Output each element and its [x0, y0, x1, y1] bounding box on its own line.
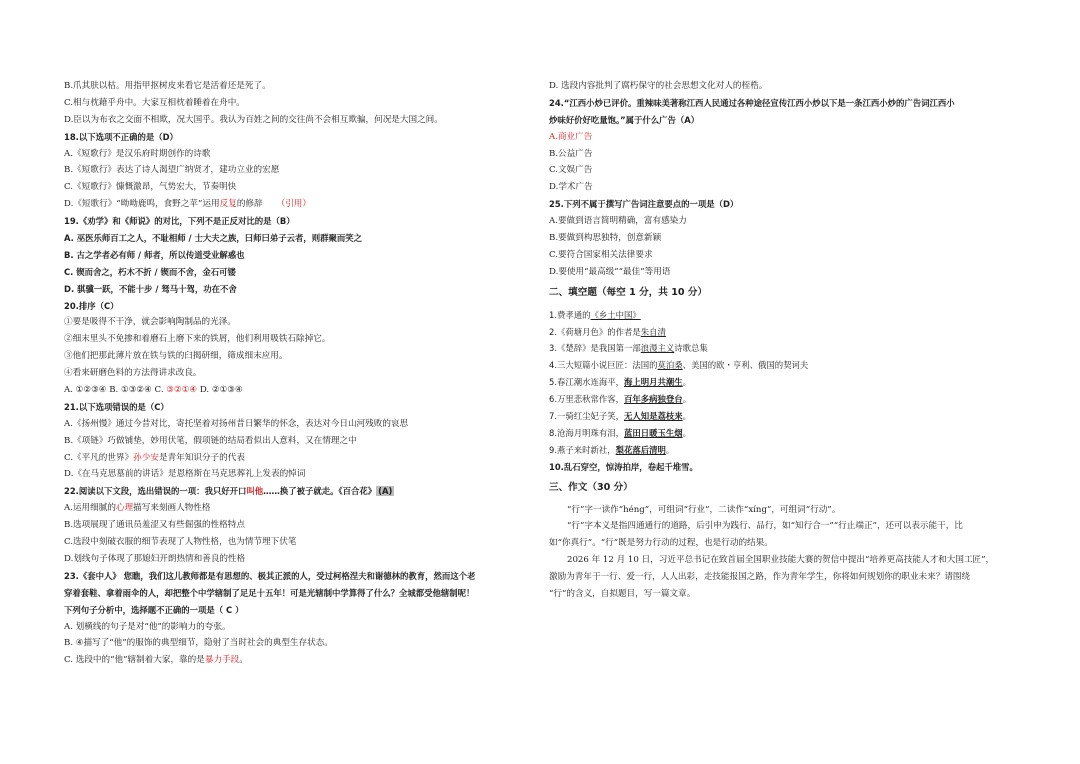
text-run: 1.费孝通的 — [549, 309, 591, 320]
option-line — [64, 196, 536, 213]
option-line: B.要做到构思独特，创意新颖 — [549, 233, 662, 244]
option-line: D.《在马克思墓前的讲话》是恩格斯在马克思葬礼上发表的悼词 — [64, 469, 306, 480]
text-run: C. 选段中的“他”辖制着大家，靠的是 — [64, 655, 205, 666]
right-column — [549, 78, 1021, 603]
highlight-text: ③②①④ — [166, 385, 198, 396]
option-line: B.公益广告 — [549, 148, 593, 159]
option-line: C.文娱广告 — [549, 165, 593, 176]
text-run: 、美国的欧・亨利、俄国的契诃夫 — [682, 360, 809, 371]
fill-item — [549, 425, 1021, 442]
text-run: A. ①②③④ B. ①③②④ C. — [64, 385, 167, 396]
option-line: B.《项链》巧做铺垫，妙用伏笔，假项链的结局看似出人意料，又在情理之中 — [64, 435, 357, 446]
fill-item — [549, 391, 1021, 408]
text-run: 8.沧海月明珠有泪， — [549, 427, 624, 438]
sentence-line: ④看来研磨色料的方法得讲求改良。 — [64, 368, 202, 379]
text-run: 7.一骑红尘妃子笑， — [549, 411, 624, 422]
option-line — [64, 500, 536, 517]
option-line: C.选段中刻破衣服的细节表现了人物性格，也为情节埋下伏笔 — [64, 537, 297, 548]
highlight-text: 孙少安 — [133, 452, 159, 463]
question-24: 24.“江西小炒已评价。重辣味美著称江西人民通过各种途径宣传江西小炒以下是一条江西小炒的广告词江西小 — [549, 97, 955, 108]
question-18: 18.以下选项不正确的是（D） — [64, 131, 178, 142]
text-run: 描写来刻画人物性格 — [133, 503, 211, 514]
option-line: D. 选段内容批判了腐朽保守的社会思想文化对人的桎梏。 — [549, 81, 768, 91]
text-run: 。 — [239, 655, 248, 666]
answer-text: 莫泊桑 — [657, 360, 683, 371]
text-run: 。 — [665, 444, 675, 455]
text-run: D. ②①③④ — [197, 385, 243, 396]
text-run: 诗歌总集 — [674, 343, 708, 354]
option-line: C.相与枕藉乎舟中。大家互相枕着睡着在舟中。 — [64, 97, 245, 108]
passage-line: 穿着套鞋、拿着雨伞的人，却把整个中学辖制了足足十五年！可是光辖制中学算得了什么？全城都受他辖制呢！ — [64, 587, 475, 598]
essay-prompt-line: “行”字一读作“héng”，可组词“行业”，二读作“xíng”，可组词“行动”。 — [567, 504, 841, 515]
text-run: 2.《荷塘月色》的作者是 — [549, 326, 641, 337]
question-19: 19.《劝学》和《师说》的对比，下列不是正反对比的是（B） — [64, 216, 295, 227]
text-run: 。 — [682, 377, 691, 388]
option-line: D.臣以为布衣之交面不相欺，况大国乎。我认为百姓之间的交往尚不会相互欺骗，何况是大国之间。 — [64, 114, 443, 125]
highlight-text: 叫他 — [246, 486, 264, 497]
question-24-cont: 炒味好价好吃量饱。”属于什么广告（A） — [549, 114, 700, 125]
option-line: A. 巫医乐师百工之人，不耻相师 / 士大夫之族，曰师曰弟子云者，则群聚而笑之 — [64, 233, 362, 244]
text-run: ……换了被子就走。《百合花》 — [263, 486, 377, 497]
option-line: B. ④描写了“他”的服饰的典型细节，隐射了当时社会的典型生存状态。 — [64, 638, 333, 649]
option-line: B.《短歌行》表达了诗人渴望广纳贤才，建功立业的宏愿 — [64, 165, 280, 176]
answer-text: 海上明月共潮生 — [624, 377, 683, 388]
answer-text: 《乡土中国》 — [590, 309, 641, 320]
text-run: 。 — [682, 427, 691, 438]
option-line: B.选项展现了通讯员羞涩又有些倔强的性格特点 — [64, 520, 245, 531]
sentence-line: ①要是吸得不干净，就会影响陶制品的光泽。 — [64, 317, 236, 328]
option-line — [64, 450, 536, 467]
answer-text: 朱自清 — [640, 326, 666, 337]
essay-prompt-line: 激励为青年干一行、爱一行，人人出彩，走技能报国之路，作为青年学生，你将如何规划你的职业未来？请围绕 — [549, 572, 971, 583]
essay-prompt-line: “行”的含义，自拟题目，写一篇文章。 — [549, 589, 696, 600]
fill-item — [549, 324, 1021, 341]
answer-text: 无人知是荔枝来 — [624, 411, 683, 422]
option-line — [64, 652, 536, 669]
option-line: A.《扬州慢》通过今昔对比，寄托坚着对扬州昔日繁华的怀念，表达对今日山河残败的哀思 — [64, 418, 409, 429]
text-run: 9.燕子来时新社， — [549, 444, 616, 455]
option-line: C.要符合国家相关法律要求 — [549, 249, 653, 260]
option-line: B.爪其肤以枯。用指甲抠树皮来看它是活着还是死了。 — [64, 81, 271, 91]
question-21: 21.以下选项错误的是（C） — [64, 401, 169, 412]
text-run: 是青年知识分子的代表 — [158, 452, 245, 463]
text-run: 5.春江潮水连海平， — [549, 377, 624, 388]
sentence-line: ②细末里头不免掺和着磨石上磨下来的铁屑，他们利用吸铁石除掉它。 — [64, 334, 331, 345]
answer-text: 梨花落后清明 — [615, 444, 666, 455]
question-23: 23.《套中人》 您瞧，我们这儿教师都是有思想的、极其正派的人，受过柯格涅夫和谢德林的教育，然而这个老 — [64, 570, 476, 581]
option-line: D.要使用“最高级”“最佳”等用语 — [549, 266, 671, 277]
question-22 — [64, 483, 536, 500]
fill-item — [549, 340, 1021, 357]
passage-line: 下列句子分析中，选择题不正确的一项是（ C ） — [64, 604, 244, 615]
answer-tag: (A) — [378, 486, 393, 497]
option-line: B. 古之学者必有师 / 师者，所以传道受业解惑也 — [64, 249, 245, 260]
answer-text: 蓝田日暖玉生烟 — [624, 427, 683, 438]
option-line: D. 骐骥一跃，不能十步 / 驽马十驾，功在不舍 — [64, 283, 237, 294]
section-heading-essay: 三、作文（30 分） — [549, 481, 633, 493]
option-line — [64, 382, 536, 399]
question-20: 20.排序（C） — [64, 300, 119, 311]
essay-prompt-line: 如“你真行”。“行”既是努力行动的过程，也是行动的结果。 — [549, 538, 773, 549]
correction-note: （引用） — [276, 199, 311, 210]
fill-item — [549, 442, 1021, 459]
essay-prompt-line: “行”字本义是指四通通行的道路，后引申为践行、品行，如“知行合一”“行止端正”，还可以表示能干，比 — [567, 521, 963, 532]
answer-text: 百年多病独登台 — [624, 394, 683, 405]
fill-item — [549, 307, 1021, 324]
option-line: A.商业广告 — [549, 131, 593, 142]
left-column — [64, 78, 536, 669]
fill-item: 10.乱石穿空，惊涛拍岸，卷起千堆雪。 — [549, 461, 698, 472]
fill-item — [549, 374, 1021, 391]
highlight-text: 暴力手段 — [204, 655, 240, 666]
text-run: 。 — [682, 394, 691, 405]
option-line: A.《短歌行》是汉乐府时期创作的诗歌 — [64, 148, 211, 159]
sentence-line: ③他们把那此薄片放在铁与铁的臼揭研细，筛成细末应用。 — [64, 351, 288, 362]
highlight-text: 反复 — [219, 199, 237, 210]
essay-prompt-line: 2026 年 12 月 10 日，习近平总书记在致首届全国职业技能大赛的贺信中提出“培养更高技能人才和大国工匠”， — [567, 555, 995, 566]
text-run: 的修辞 — [236, 199, 263, 210]
text-run: A.运用细腻的 — [64, 503, 116, 514]
option-line: C. 锲而舍之，朽木不折 / 锲而不舍，金石可镂 — [64, 266, 236, 277]
option-line: A.要做到语言简明精确，富有感染力 — [549, 216, 687, 227]
text-run: 6.万里悲秋常作客， — [549, 394, 624, 405]
highlight-text: 心理 — [115, 503, 134, 514]
answer-text: 浪漫主义 — [640, 343, 675, 354]
option-line: D.划线句子体现了那媳妇开朗热情和善良的性格 — [64, 553, 246, 564]
question-25: 25.下列不属于撰写广告词注意要点的一项是（D） — [549, 199, 739, 210]
text-run: C.《平凡的世界》 — [64, 452, 134, 463]
section-heading-fill: 二、填空题（每空 1 分，共 10 分） — [549, 286, 708, 298]
text-run: 22.阅读以下文段，选出错误的一项：我只好开口 — [64, 486, 247, 497]
fill-item — [549, 357, 1021, 374]
text-run: 4.三大短篇小说巨匠：法国的 — [549, 360, 658, 371]
option-line: C.《短歌行》慷慨激昂，气势宏大，节奏明快 — [64, 182, 237, 193]
text-run: 3.《楚辞》是我国第一部 — [549, 343, 641, 354]
text-run: 。 — [682, 411, 691, 422]
option-line: D.学术广告 — [549, 182, 593, 193]
fill-item — [549, 408, 1021, 425]
option-line: A. 划横线的句子是对“他”的影响力的夸张。 — [64, 621, 231, 632]
text-run: D.《短歌行》“呦呦鹿鸣，食野之苹”运用 — [64, 199, 220, 210]
